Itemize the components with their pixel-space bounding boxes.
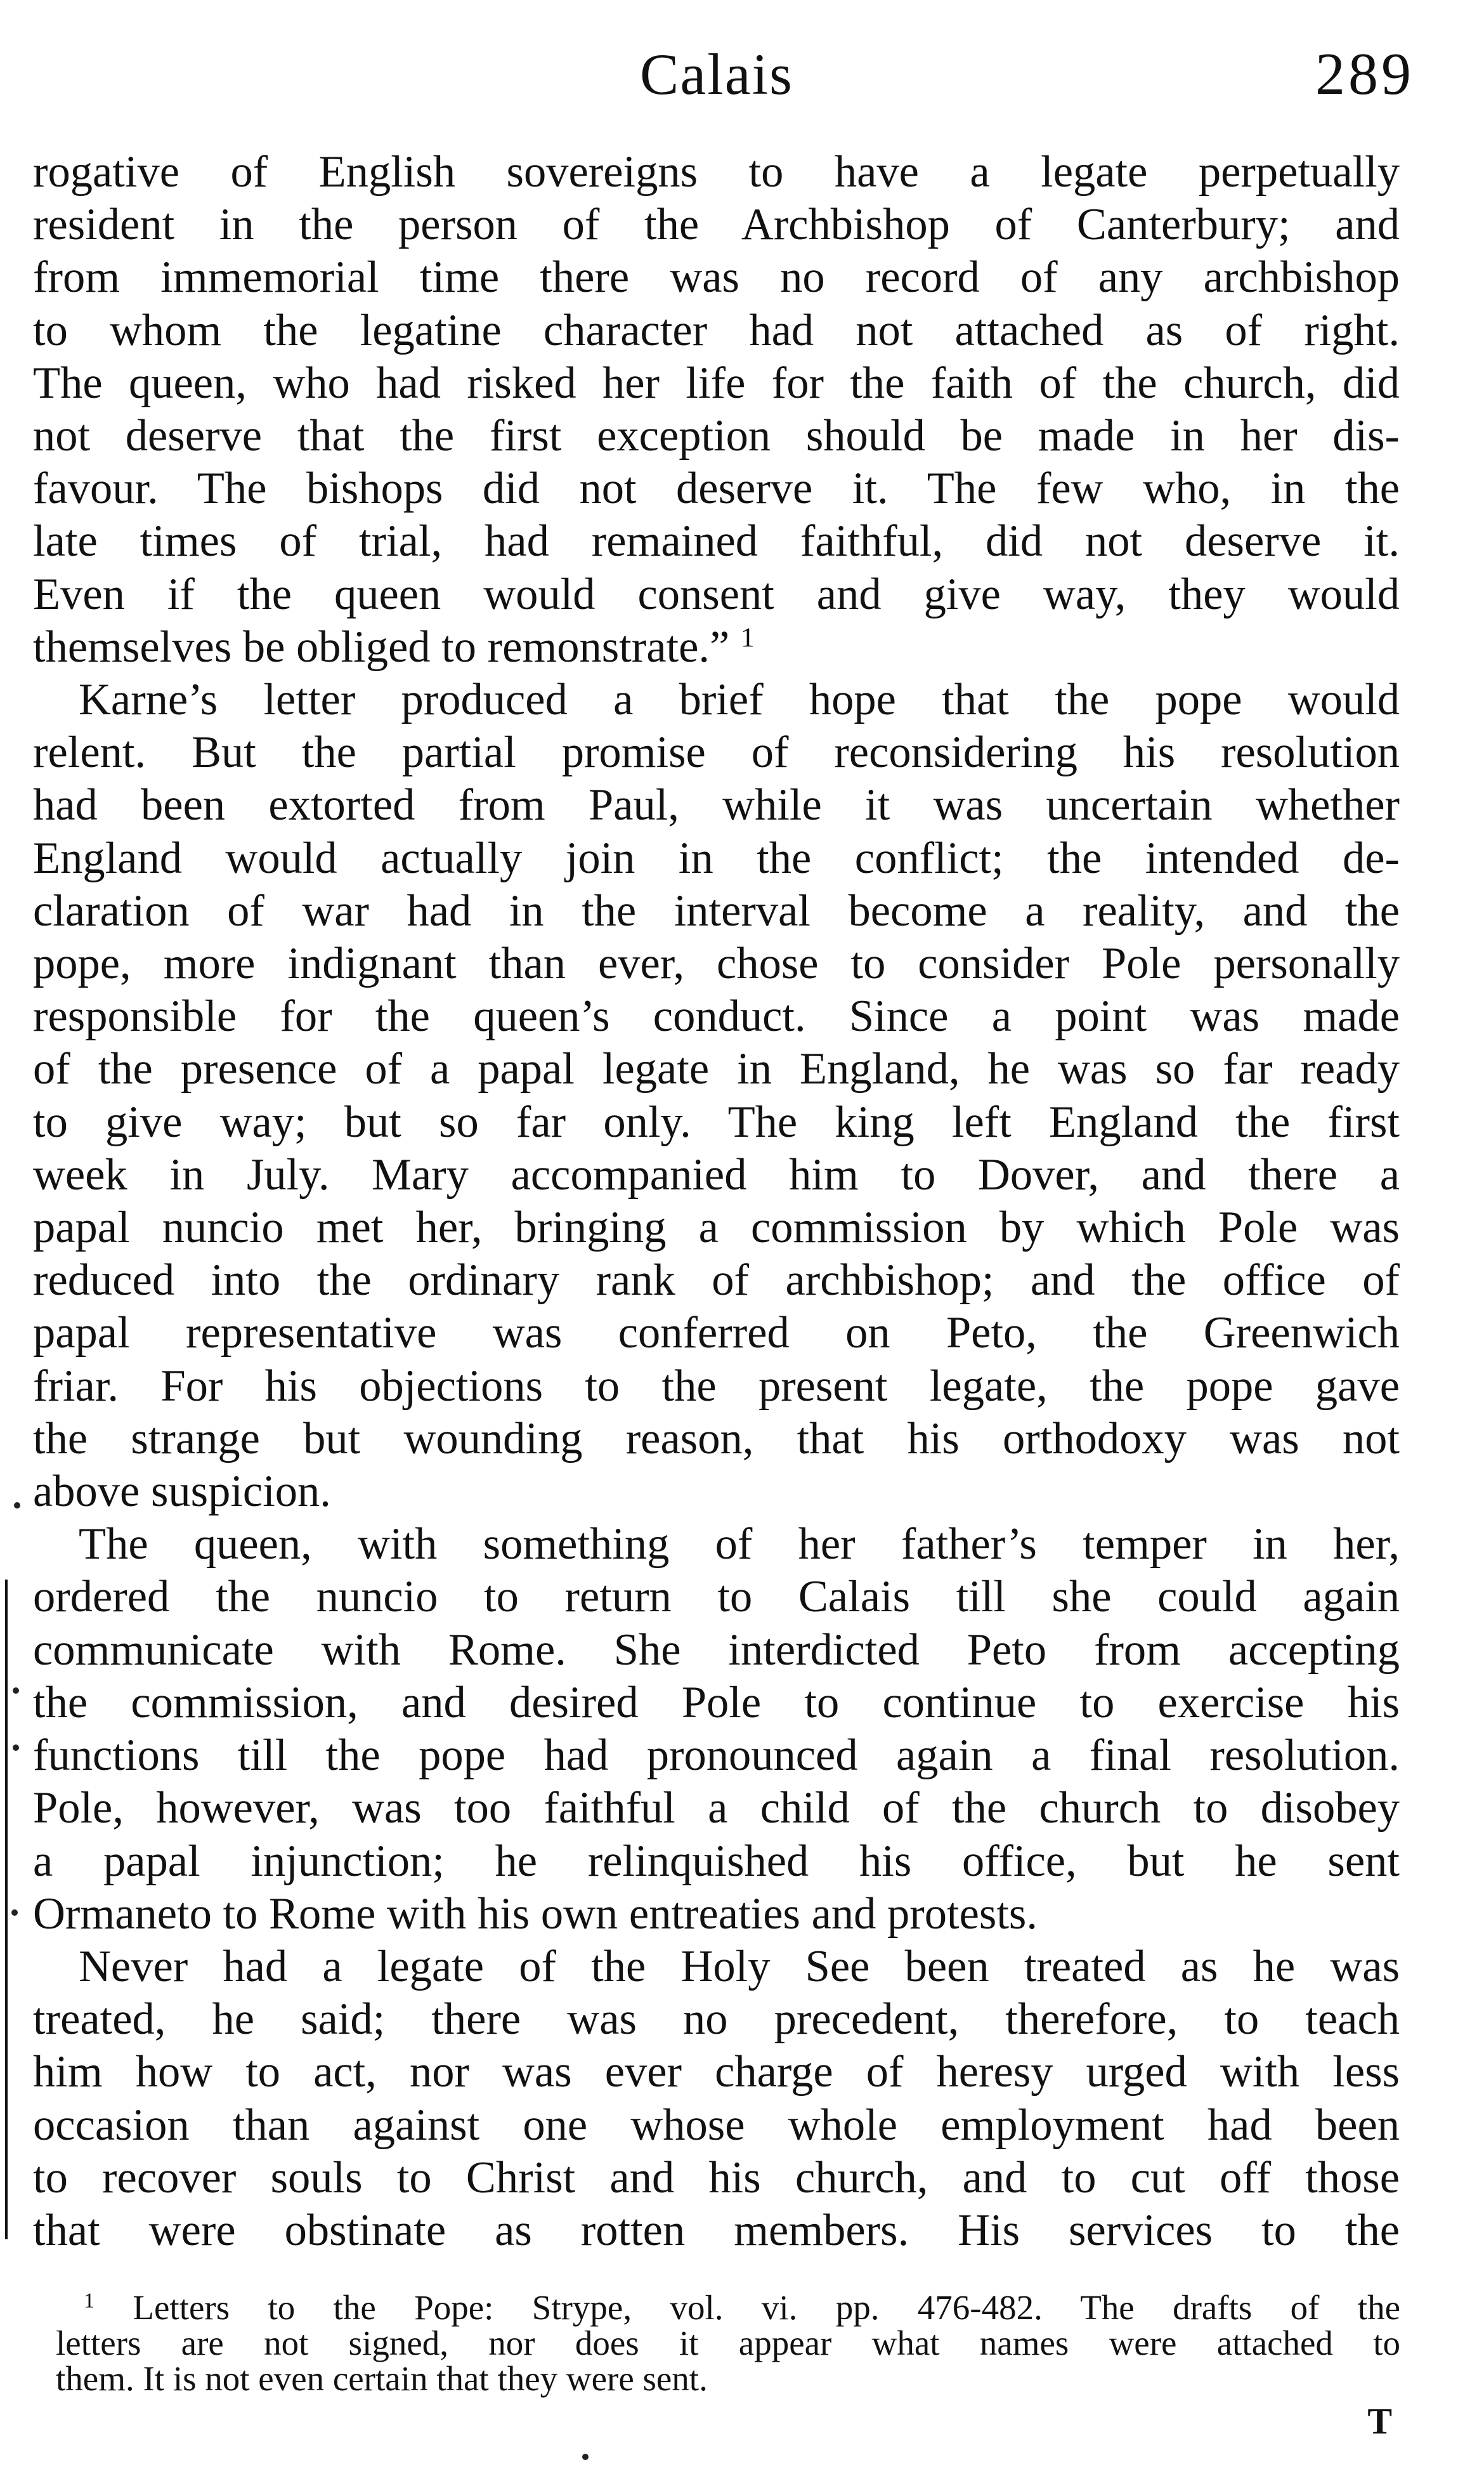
footnote-line-content: Letters to the Pope: Strype, vol. vi. pp. 476-482. The drafts of the: [133, 2288, 1401, 2327]
text-line: resident in the person of the Archbishop of Canterbury; and: [33, 200, 1400, 250]
footnote-line: [56, 2290, 1400, 2326]
text-line: treated, he said; there was no precedent, therefore, to teach: [33, 1994, 1400, 2045]
margin-speck: [582, 2454, 589, 2460]
text-line: communicate with Rome. She interdicted Peto from accepting: [33, 1625, 1400, 1675]
footnote-reference: 1: [740, 622, 755, 653]
text-line: the commission, and desired Pole to continue to exercise his: [33, 1677, 1400, 1727]
text-line: relent. But the partial promise of reconsidering his resolution: [33, 728, 1400, 778]
text-line: functions till the pope had pronounced again a final resolution.: [33, 1731, 1400, 1781]
text-line: Karne’s letter produced a brief hope that the pope would: [79, 675, 1400, 725]
text-line: Ormaneto to Rome with his own entreaties and protests.: [33, 1888, 1038, 1939]
text-line: had been extorted from Paul, while it was uncertain whether: [33, 780, 1400, 830]
text-line: from immemorial time there was no record of any archbishop: [33, 252, 1400, 303]
footnotes: [56, 2290, 1400, 2397]
text-line: to give way; but so far only. The king left England the first: [33, 1097, 1400, 1147]
margin-speck: [13, 1687, 19, 1694]
text-line: late times of trial, had remained faithful, did not deserve it.: [33, 516, 1400, 566]
text-line: the strange but wounding reason, that his orthodoxy was not: [33, 1413, 1400, 1463]
text-line: occasion than against one whose whole employment had been: [33, 2100, 1400, 2150]
margin-speck: [13, 1744, 19, 1751]
text-line: week in July. Mary accompanied him to Dover, and there a: [33, 1149, 1400, 1200]
footnote-marker: 1: [84, 2289, 95, 2313]
text-line: rogative of English sovereigns to have a legate perpetually: [33, 147, 1400, 197]
text-line: claration of war had in the interval become a reality, and the: [33, 886, 1400, 936]
text-line: to whom the legatine character had not attached as of right.: [33, 305, 1400, 355]
page-number: 289: [1315, 41, 1414, 107]
text-line: reduced into the ordinary rank of archbishop; and the office of: [33, 1255, 1400, 1306]
body-text: [33, 146, 1400, 2257]
text-line: him how to act, nor was ever charge of heresy urged with less: [33, 2047, 1400, 2097]
footnote-line: them. It is not even certain that they were sent.: [56, 2359, 708, 2398]
text-line: [33, 621, 1400, 674]
text-line: pope, more indignant than ever, chose to consider Pole personally: [33, 939, 1400, 989]
text-line: Even if the queen would consent and give way, they would: [33, 569, 1400, 619]
binding-edge-rule: [5, 1580, 8, 2239]
text-line: papal nuncio met her, bringing a commission by which Pole was: [33, 1203, 1400, 1253]
running-header: [32, 39, 1414, 109]
text-line: England would actually join in the conflict; the intended de-: [33, 833, 1400, 883]
text-line: ordered the nuncio to return to Calais till she could again: [33, 1572, 1400, 1622]
text-line: a papal injunction; he relinquished his office, but he sent: [33, 1836, 1400, 1886]
margin-speck: [11, 1909, 18, 1916]
running-title: Calais: [640, 42, 793, 107]
text-line: above suspicion.: [33, 1467, 331, 1517]
text-line-content: themselves be obliged to remonstrate.”: [33, 622, 730, 672]
text-line: friar. For his objections to the present legate, the pope gave: [33, 1361, 1400, 1411]
text-line: Pole, however, was too faithful a child of the church to disobey: [33, 1783, 1400, 1833]
text-line: favour. The bishops did not deserve it. The few who, in the: [33, 464, 1400, 514]
footnote-line: letters are not signed, nor does it appear what names were attached to: [56, 2324, 1400, 2362]
text-line: of the presence of a papal legate in England, he was so far ready: [33, 1044, 1400, 1094]
text-line: not deserve that the first exception should be made in her dis-: [33, 411, 1400, 461]
text-line: Never had a legate of the Holy See been treated as he was: [79, 1941, 1400, 1991]
text-line: responsible for the queen’s conduct. Since a point was made: [33, 992, 1400, 1042]
text-line: papal representative was conferred on Peto, the Greenwich: [33, 1308, 1400, 1358]
text-line: The queen, who had risked her life for the faith of the church, did: [33, 358, 1400, 408]
margin-speck: [14, 1502, 20, 1509]
text-line: The queen, with something of her father’s temper in her,: [79, 1519, 1400, 1569]
text-line: that were obstinate as rotten members. His services to the: [33, 2205, 1400, 2255]
signature-mark: T: [1367, 2400, 1392, 2442]
text-line: to recover souls to Christ and his church, and to cut off those: [33, 2152, 1400, 2202]
